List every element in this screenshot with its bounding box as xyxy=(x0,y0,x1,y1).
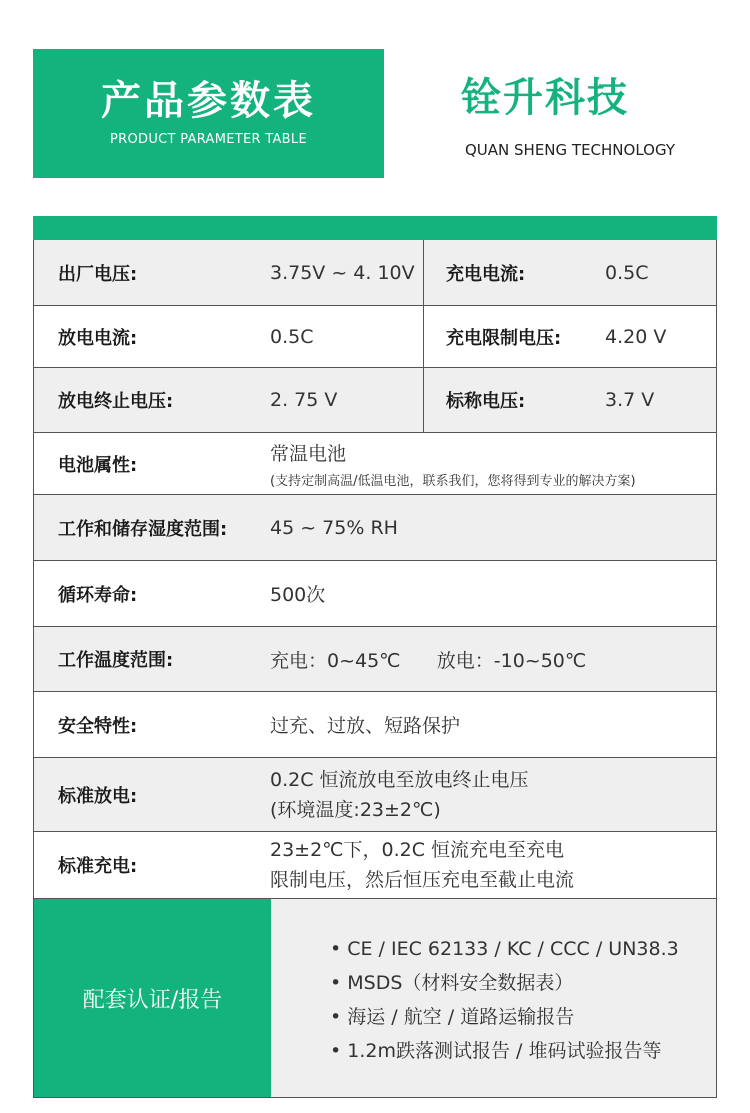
column-divider xyxy=(423,306,424,367)
page-subtitle: PRODUCT PARAMETER TABLE xyxy=(110,132,307,147)
list-item: • 1.2m跌落测试报告 / 堆码试验报告等 xyxy=(330,1040,662,1062)
param-value: 3.75V ~ 4. 10V xyxy=(270,261,415,284)
column-divider xyxy=(423,368,424,432)
param-label: 标准放电: xyxy=(58,785,138,807)
certification-row xyxy=(33,899,717,1098)
param-value: 过充、过放、短路保护 xyxy=(270,715,461,737)
param-label: 工作温度范围: xyxy=(58,650,174,671)
param-label: 工作和储存湿度范围: xyxy=(58,518,228,540)
param-value-main: 常温电池 xyxy=(270,442,347,465)
header-title-box xyxy=(33,49,384,178)
parameter-table xyxy=(33,216,717,1098)
param-label: 放电终止电压: xyxy=(58,391,174,412)
table-row xyxy=(33,368,717,433)
list-item: • MSDS（材料安全数据表） xyxy=(330,972,574,994)
param-value-line: 23±2℃下，0.2C 恒流充电至充电 xyxy=(270,839,565,861)
column-divider xyxy=(423,240,424,305)
param-value xyxy=(270,832,574,898)
table-row xyxy=(33,832,717,899)
param-label: 标称电压: xyxy=(446,391,526,412)
param-value: 充电：0~45℃ 放电：-10~50℃ xyxy=(270,649,587,672)
param-label: 放电电流: xyxy=(58,327,138,349)
param-value: 500次 xyxy=(270,584,326,606)
param-label: 出厂电压: xyxy=(58,263,138,285)
param-label: 安全特性: xyxy=(58,715,138,737)
param-label: 标准充电: xyxy=(58,856,138,877)
param-value xyxy=(270,433,712,494)
table-row xyxy=(33,433,717,495)
param-label: 电池属性: xyxy=(58,454,138,476)
param-value: 0.5C xyxy=(605,261,649,284)
table-row xyxy=(33,306,717,368)
page-title: 产品参数表 xyxy=(101,78,316,124)
param-value: 3.7 V xyxy=(605,389,655,411)
param-value: 45 ~ 75% RH xyxy=(270,516,398,539)
table-row xyxy=(33,692,717,758)
table-row xyxy=(33,627,717,692)
table-row xyxy=(33,758,717,832)
param-value-note: (支持定制高温/低温电池，联系我们，您将得到专业的解决方案) xyxy=(270,473,636,489)
certification-label: 配套认证/报告 xyxy=(34,899,271,1097)
param-value-line: 限制电压，然后恒压充电至截止电流 xyxy=(270,869,575,891)
table-row xyxy=(33,561,717,627)
list-item: • CE / IEC 62133 / KC / CCC / UN38.3 xyxy=(330,938,679,960)
param-value xyxy=(270,758,529,831)
param-value: 4.20 V xyxy=(605,325,667,348)
param-value: 0.5C xyxy=(270,325,314,348)
param-value-line: 0.2C 恒流放电至放电终止电压 xyxy=(270,768,529,791)
param-value-line: (环境温度:23±2℃) xyxy=(270,798,441,821)
table-top-bar xyxy=(33,216,717,240)
param-value: 2. 75 V xyxy=(270,389,338,411)
param-label: 循环寿命: xyxy=(58,584,138,606)
table-row xyxy=(33,240,717,306)
param-label: 充电电流: xyxy=(446,263,526,285)
table-row xyxy=(33,495,717,561)
certification-list xyxy=(330,932,679,1068)
brand-subtitle: QUAN SHENG TECHNOLOGY xyxy=(464,141,675,159)
list-item: • 海运 / 航空 / 道路运输报告 xyxy=(330,1006,575,1028)
brand-name: 铨升科技 xyxy=(461,75,629,121)
param-label: 充电限制电压: xyxy=(446,327,562,349)
